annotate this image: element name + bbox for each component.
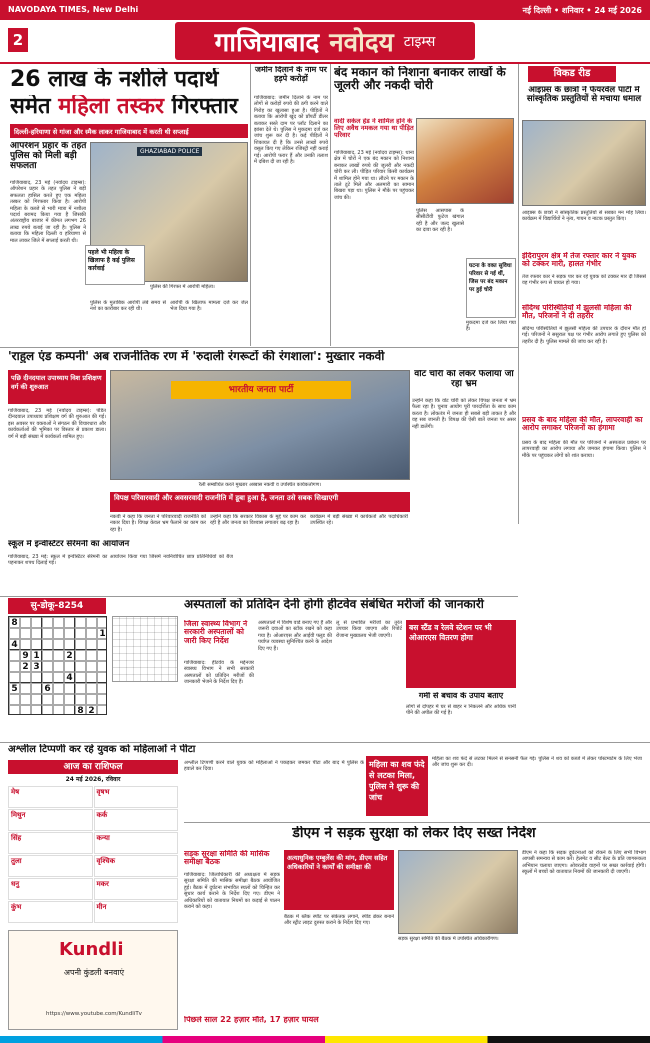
- rashifal-item: [94, 901, 179, 923]
- hospital-body-3: लू से प्रभावित मरीजों का तुरंत उपचार किया जाएगा और रिपोर्ट रोजाना मुख्यालय भेजी जाएगी।: [336, 620, 402, 639]
- rashifal-sign: मीन: [96, 903, 107, 911]
- rashifal-sign: धनु: [11, 880, 20, 888]
- sudoku-cell: [64, 694, 75, 705]
- politics-highlight: विपक्ष परिवारवादी और अवसरवादी राजनीति में डूबा हुआ है, जनता उसे सबक सिखाएगी: [110, 492, 410, 512]
- sudoku-cell: [64, 683, 75, 694]
- politics-caption: रैली सम्बोधित करते मुख्तार अब्बास नकवी व उपस्थित कार्यकर्तागण।: [198, 482, 322, 488]
- rashifal-item: [8, 855, 93, 877]
- paper-name: NAVODAYA TIMES, New Delhi: [8, 5, 139, 14]
- politics-body-right: उन्होंने कहा कि वोट चोरी को लेकर विपक्ष जनता में भ्रम फैला रहा है। चुनाव आयोग पूरी पारदर्शिता के साथ काम करता है। लोकतंत्र में जनता ही सबसे बड़ी ताकत है और वह सब जानती है। विपक्ष की ऐसी बातें जनता पर असर नहीं डालेंगी।: [412, 398, 516, 430]
- sudoku-cell: [53, 617, 64, 628]
- sudoku-cell: [20, 705, 31, 715]
- wicked-body: आइफ़्स के छात्रों ने सांस्कृतिक प्रस्तुतियों से सबका मन मोह लिया। कार्यक्रम में विद्यार्थियों ने नृत्य, गायन व नाटक प्रस्तुत किए।: [522, 210, 646, 223]
- dm-left-box: सड़क सुरक्षा समिति की मासिक समीक्षा बैठक: [184, 850, 270, 867]
- masthead-bar: [0, 0, 650, 20]
- section-rule: [0, 596, 518, 597]
- lead-body-1: गाजियाबाद, 23 मई (नवोदय टाइम्स): ऑपरेशन प्रहार के तहत पुलिस ने बड़ी सफलता हासिल करते हुए एक महिला तस्कर को गिरफ्तार किया है। आरोपी महिला के कब्जे से भारी मात्रा में नशीला पदार्थ बरामद किया गया है जिसकी अंतरराष्ट्रीय बाजार में कीमत लगभग 26 लाख रुपये बताई जा रही है। पुलिस ने बताया कि महिला दिल्ली व हरियाणा से माल लाकर जिले में सप्लाई करती थी।: [10, 180, 86, 244]
- sudoku-cell: 2: [20, 661, 31, 672]
- section-rule: [0, 742, 650, 743]
- sudoku-cell: [64, 661, 75, 672]
- sudoku-cell: [31, 683, 42, 694]
- sudoku-cell: 5: [9, 683, 20, 694]
- sudoku-cell: 9: [20, 650, 31, 661]
- sudoku-cell: [97, 672, 107, 683]
- brand-suffix: टाइम्स: [403, 33, 436, 50]
- sudoku-cell: [31, 628, 42, 639]
- sudoku-cell: [86, 661, 97, 672]
- col-divider: [518, 64, 519, 524]
- sudoku-cell: [86, 672, 97, 683]
- lead-headline-2: समेत महिला तस्कर गिरफ्तार: [10, 95, 238, 119]
- sudoku-cell: 4: [9, 639, 20, 650]
- obscene-headline: अश्लील टिप्पणी कर रहे युवक को महिलाओं ने पीटा: [8, 744, 196, 755]
- sudoku-cell: [97, 661, 107, 672]
- sudoku-cell: [53, 639, 64, 650]
- hospital-body-4: लोगों से दोपहर में घर से बाहर न निकलने और अधिक पानी पीने की अपील की गई है।: [406, 704, 516, 717]
- brand-name: नवोदय: [329, 28, 394, 58]
- burglary-subhead: वादी सर्कल हेड ने शामिल होने के लिए अवैध नमकल गया था पीड़ित परिवार: [334, 118, 414, 140]
- sudoku-cell: [97, 617, 107, 628]
- left-story2-body: गाजियाबाद, 23 मई: स्कूल में इन्वेस्टिटर सेरेमनी का आयोजन किया गया जिसमें नवनिर्वाचित छात्र प्रतिनिधियों को बैज पहनाकर शपथ दिलाई गई।: [8, 554, 233, 567]
- sudoku-cell: [97, 705, 107, 715]
- sudoku-cell: [64, 705, 75, 715]
- dm-right-body: डीएम ने कहा कि सड़क दुर्घटनाओं को रोकने के लिए सभी विभाग आपसी समन्वय से काम करें। हेलमेट व सीट बेल्ट के प्रति जागरूकता अभियान चलाया जाएगा। ओवरलोड वाहनों पर सख्त कार्रवाई होगी। स्कूलों में बच्चों को यातायात नियमों की जानकारी दी जाएगी।: [522, 850, 646, 876]
- dm-stat: पिछले साल 22 हज़ार मौतें, 17 हज़ार घायल: [184, 1016, 319, 1024]
- sudoku-cell: [86, 639, 97, 650]
- left-story1-head: पछि दीनदयाल उपाध्याय विश प्रशिक्षण वर्ग की शुरुआत: [8, 370, 106, 404]
- sudoku-cell: [75, 672, 86, 683]
- sudoku-cell: [42, 650, 53, 661]
- burglary-illustration: [416, 118, 514, 204]
- rashifal-sign: मेष: [11, 788, 20, 796]
- rashifal-item: [94, 832, 179, 854]
- sudoku-cell: [75, 661, 86, 672]
- sudoku-cell: [53, 672, 64, 683]
- wicked-headline: आइफ़्स के छात्रों ने फेयरवेल पार्टी में सांस्कृतिक प्रस्तुतियों से मचाया धमाल: [526, 86, 642, 105]
- kundli-ad: [8, 930, 178, 1030]
- sudoku-cell: 8: [75, 705, 86, 715]
- sudoku-cell: [64, 628, 75, 639]
- sudoku-cell: [64, 617, 75, 628]
- sudoku-cell: [9, 694, 20, 705]
- politics-body-1: नकवी ने कहा कि जनता ने परिवारवादी राजनीति को नकार दिया है। विपक्ष केवल भ्रम फैलाने का काम कर रहा है।: [110, 514, 206, 533]
- dm-mid-body: बैठक में ब्लैक स्पॉट पर संकेतक लगाने, स्पीड ब्रेकर बनाने और स्ट्रीट लाइट दुरुस्त कराने के निर्देश दिए गए।: [284, 914, 394, 927]
- wicked-tag: विकड रीड: [528, 66, 616, 82]
- sudoku-cell: [64, 639, 75, 650]
- kundli-contact: https://www.youtube.com/KundliTv: [46, 1011, 142, 1017]
- wicked-sub1: इंदिरापुरम क्षेत्र में तेज रफ्तार कार ने युवक को टक्कर मारी, हालत गंभीर: [522, 252, 637, 269]
- rashifal-item: [8, 878, 93, 900]
- sudoku-cell: [75, 628, 86, 639]
- sudoku-cell: [31, 705, 42, 715]
- sudoku-cell: 8: [9, 617, 20, 628]
- wicked-sub3-body: प्रसव के बाद महिला की मौत पर परिजनों ने अस्पताल प्रबंधन पर लापरवाही का आरोप लगाया और जमकर हंगामा किया। पुलिस ने मौके पर पहुंचकर लोगों को शांत कराया।: [522, 440, 646, 459]
- lead-photo: GHAZIABAD POLICE: [90, 142, 248, 282]
- sudoku-cell: [86, 650, 97, 661]
- sudoku-cell: [31, 694, 42, 705]
- edition-banner: [175, 22, 475, 60]
- wicked-sub2-body: संदिग्ध परिस्थितियों में झुलसी महिला की उपचार के दौरान मौत हो गई। परिजनों ने ससुराल पक्ष पर गंभीर आरोप लगाते हुए पुलिस को तहरीर दी है। पुलिस मामले की जांच कर रही है।: [522, 326, 646, 345]
- sudoku-cell: [20, 617, 31, 628]
- rashifal-sign: कर्क: [96, 811, 108, 819]
- rashifal-sign: तुला: [11, 857, 22, 865]
- sudoku-cell: 1: [31, 650, 42, 661]
- politics-body-3: कार्यक्रम में बड़ी संख्या में कार्यकर्ता और पदाधिकारी उपस्थित रहे।: [310, 514, 408, 527]
- sudoku-cell: [9, 661, 20, 672]
- footer-bar: [0, 1036, 650, 1043]
- sudoku-cell: [20, 628, 31, 639]
- rashifal-sign: वृश्चिक: [96, 857, 116, 865]
- politics-banner: भारतीय जनता पार्टी: [171, 381, 351, 399]
- sudoku-cell: [53, 661, 64, 672]
- sudoku-grid: [8, 616, 107, 715]
- sudoku-cell: [53, 628, 64, 639]
- rashifal-title: आज का राशिफल: [8, 760, 178, 774]
- hospital-body-2: अस्पतालों में विशेष वार्ड बनाए गए हैं और जरूरी दवाओं का स्टॉक रखने को कहा गया है। ओआरएस और आईवी फ्लूड की पर्याप्त व्यवस्था सुनिश्चित करने के आदेश दिए गए हैं।: [258, 620, 332, 652]
- dm-caption: सड़क सुरक्षा समिति की बैठक में उपस्थित अधिकारीगण।: [398, 936, 499, 942]
- sudoku-cell: [75, 650, 86, 661]
- left-story1-body: गाजियाबाद, 23 मई (नवोदय टाइम्स): पंडित दीनदयाल उपाध्याय प्रशिक्षण वर्ग की शुरुआत की गई। इस अवसर पर वक्ताओं ने संगठन की विचारधारा और कार्यकर्ताओं की भूमिका पर विस्तार से प्रकाश डाला। वर्ग में बड़ी संख्या में कार्यकर्ता शामिल हुए।: [8, 408, 106, 440]
- rashifal-item: [8, 786, 93, 808]
- sudoku-cell: [20, 639, 31, 650]
- sudoku-cell: [53, 705, 64, 715]
- rashifal-sign: कन्या: [96, 834, 110, 842]
- dm-headline: डीएम ने सड़क सुरक्षा को लेकर दिए सख्त निर्देश: [292, 826, 536, 841]
- sudoku-cell: [97, 639, 107, 650]
- section-rule: [0, 347, 518, 348]
- hospital-sub1: जिला स्वास्थ्य विभाग ने सरकारी अस्पतालों को जारी किए निर्देश: [184, 620, 248, 645]
- burglary-body-3: मुकदमा दर्ज कर लिया गया है।: [466, 320, 516, 333]
- edition-title: गाजियाबाद: [214, 28, 320, 58]
- sudoku-cell: 2: [64, 650, 75, 661]
- sudoku-cell: [42, 672, 53, 683]
- sudoku-cell: [53, 694, 64, 705]
- sudoku-cell: [86, 628, 97, 639]
- sudoku-cell: [20, 672, 31, 683]
- col-divider: [250, 64, 251, 346]
- obscene-right-body: महिला का शव फंदे से लटका मिलने से सनसनी फैल गई। पुलिस ने शव को कब्जे में लेकर पोस्टमार्टम के लिए भेजा और जांच शुरू कर दी।: [432, 756, 642, 769]
- sudoku-cell: [42, 694, 53, 705]
- rashifal-item: [94, 878, 179, 900]
- sudoku-cell: [97, 683, 107, 694]
- rashifal-item: [94, 786, 179, 808]
- sudoku-cell: [86, 683, 97, 694]
- sudoku-cell: [42, 617, 53, 628]
- burglary-body-2: पुलिस आसपास के सीसीटीवी फुटेज खंगाल रही है और जल्द खुलासे का दावा कर रही है।: [416, 208, 464, 234]
- politics-body-2: उन्होंने कहा कि सरकार विकास के मुद्दे पर काम कर रही है और जनता का विश्वास लगातार बढ़ रहा है।: [210, 514, 306, 527]
- obscene-box: महिला का शव फंदे से लटका मिला, पुलिस ने शुरू की जांच: [366, 756, 428, 816]
- col2-body: गाजियाबाद: जमीन दिलाने के नाम पर लोगों से करोड़ों रुपये की ठगी करने वाले गिरोह का खुलासा हुआ है। पीड़ितों ने बताया कि आरोपी खुद को प्रॉपर्टी डीलर बताकर सस्ते दाम पर प्लॉट दिलाने का झांसा देते थे। पुलिस ने मुकदमा दर्ज कर जांच शुरू कर दी है। कई पीड़ितों ने शिकायत दी है कि उनसे लाखों रुपये वसूल किए गए लेकिन रजिस्ट्री नहीं कराई गई। आरोपी फरार हैं और उनकी तलाश में दबिश दी जा रही है।: [254, 95, 328, 166]
- hospital-sub3: गर्मी से बचाव के उपाय बताए: [418, 692, 504, 700]
- sudoku-cell: [9, 650, 20, 661]
- kundli-tag: अपनी कुंडली बनवाएं: [63, 968, 125, 977]
- col-divider: [330, 64, 331, 346]
- dm-photo: [398, 850, 518, 934]
- sudoku-cell: [86, 694, 97, 705]
- burglary-quote-box: घटना के वक्त सुविधा परिवार से गई थीं, जिस पर बंद मकान पर हुई चोरी: [466, 258, 516, 318]
- sudoku-cell: [20, 694, 31, 705]
- rashifal-item: [8, 832, 93, 854]
- rashifal-sign: मकर: [96, 880, 109, 888]
- sudoku-cell: [9, 628, 20, 639]
- sudoku-cell: [31, 617, 42, 628]
- rashifal-item: [94, 855, 179, 877]
- hospital-body-1: गाजियाबाद: हीटवेव के मद्देनजर स्वास्थ्य विभाग ने सभी सरकारी अस्पतालों को प्रतिदिन मरीजों की जानकारी भेजने के निर्देश दिए हैं।: [184, 660, 254, 686]
- sudoku-cell: [42, 639, 53, 650]
- sudoku-cell: [42, 705, 53, 715]
- sudoku-cell: [53, 650, 64, 661]
- section-rule: [184, 822, 650, 823]
- sudoku-cell: [86, 617, 97, 628]
- rashifal-item: [94, 809, 179, 831]
- politics-headline: 'राहुल एंड कम्पनी' अब राजनीतिक रण में 'रुदाली रंगरूटों की रंगशाला': मुख्तार नकवी: [8, 350, 385, 363]
- lead-quote-box: पहले भी महिला के खिलाफ है कई पुलिस कार्रवाई: [85, 245, 145, 285]
- lead-body-3: आरोपी के खिलाफ मामला दर्ज कर जेल भेज दिया गया है।: [170, 300, 248, 313]
- dateline: नई दिल्ली • शनिवार • 24 मई 2026: [522, 6, 642, 15]
- sudoku-cell: [75, 683, 86, 694]
- sudoku-cell: [75, 617, 86, 628]
- rashifal-date: 24 मई 2026, रविवार: [65, 776, 121, 783]
- politics-photo: [110, 370, 410, 480]
- sudoku-cell: [42, 661, 53, 672]
- hospital-box: बस स्टैंड व रेलवे स्टेशन पर भी ओआरएस वितरण होगा: [406, 620, 516, 688]
- wicked-photo: [522, 120, 646, 206]
- masthead-rule: [0, 62, 650, 64]
- dm-left-body: गाजियाबाद: जिलाधिकारी की अध्यक्षता में सड़क सुरक्षा समिति की मासिक समीक्षा बैठक आयोजित हुई। बैठक में दुर्घटना संभावित स्थलों को चिन्हित कर सुधार कार्य कराने के निर्देश दिए गए। डीएम ने अधिकारियों को यातायात नियमों का कड़ाई से पालन कराने को कहा।: [184, 872, 280, 911]
- rashifal-item: [8, 809, 93, 831]
- rashifal-sign: मिथुन: [11, 811, 26, 819]
- sudoku-cell: 6: [42, 683, 53, 694]
- lead-photo-caption: पुलिस की गिरफ्त में आरोपी महिला।: [150, 284, 215, 290]
- rashifal-sign: वृषभ: [96, 788, 110, 796]
- sudoku-cell: 1: [97, 628, 107, 639]
- lead-body-2: पुलिस के मुताबिक आरोपी लंबे समय से नशे का कारोबार कर रही थी।: [90, 300, 166, 313]
- burglary-body-1: गाजियाबाद, 23 मई (नवोदय टाइम्स): थाना क्षेत्र में चोरों ने एक बंद मकान को निशाना बनाकर लाखों रुपये की जूलरी और नकदी चोरी कर ली। पीड़ित परिवार किसी कार्यक्रम में शामिल होने गया था। लौटने पर मकान के ताले टूटे मिले और अलमारी का सामान बिखरा पड़ा था। पुलिस ने मौके पर पहुंचकर जांच की।: [334, 150, 414, 201]
- col2-headline: जमीन दिलाने के नाम पर हड़पे करोड़ों: [255, 66, 327, 83]
- rashifal-list: [8, 786, 178, 926]
- sudoku-cell: [9, 705, 20, 715]
- sudoku-cell: 2: [86, 705, 97, 715]
- sudoku-cell: [9, 672, 20, 683]
- solution-grid: [112, 616, 178, 682]
- politics-subhead-right: वोट चोरी को लेकर फैलाया जा रहा भ्रम: [414, 370, 514, 389]
- obscene-body: अश्लील टिप्पणी करने वाले युवक को महिलाओं ने पकड़कर जमकर पीटा और बाद में पुलिस के हवाले कर दिया।: [184, 760, 364, 773]
- sudoku-cell: 3: [31, 661, 42, 672]
- sudoku-cell: [31, 672, 42, 683]
- lead-subhead: ऑपरेशन प्रहार के तहत पुलिस को मिली बड़ी सफलता: [10, 142, 87, 171]
- rashifal-sign: कुंभ: [11, 903, 22, 911]
- sudoku-cell: [31, 639, 42, 650]
- wicked-sub3: प्रसव के बाद महिला की मौत, लापरवाही का आरोप लगाकर परिजनों का हंगामा: [522, 416, 643, 433]
- sudoku-cell: [97, 650, 107, 661]
- sudoku-cell: [20, 683, 31, 694]
- wicked-sub1-body: तेज रफ्तार कार ने सड़क पार कर रहे युवक को टक्कर मार दी जिससे वह गंभीर रूप से घायल हो गया।: [522, 274, 646, 287]
- hospital-headline: अस्पतालों को प्रतिदिन देनी होगी हीटवेव संबंधित मरीजों की जानकारी: [184, 598, 484, 611]
- sudoku-cell: [42, 628, 53, 639]
- burglary-headline: बंद मकान को निशाना बनाकर लाखों के जूलरी और नकदी चोरी: [334, 66, 506, 93]
- rashifal-item: [8, 901, 93, 923]
- sudoku-cell: [75, 694, 86, 705]
- lead-headline-1: 26 लाख के नशीले पदार्थ: [10, 68, 219, 92]
- rashifal-sign: सिंह: [11, 834, 22, 842]
- wicked-sub2: संदिग्ध परिस्थितियों में झुलसी महिला की मौत, परिजनों ने दी तहरीर: [522, 304, 632, 321]
- dm-mid-box: अत्याधुनिक एम्बुलेंस की मांग, डीएम सहित अधिकारियों ने कार्यों की समीक्षा की: [284, 850, 394, 910]
- sudoku-cell: [53, 683, 64, 694]
- sudoku-cell: [97, 694, 107, 705]
- sudoku-cell: 4: [64, 672, 75, 683]
- kundli-logo: Kundli: [59, 939, 124, 960]
- sudoku-cell: [75, 639, 86, 650]
- left-story2-head: स्कूल में इन्वेस्टिटर सेरेमनी का आयोजन: [8, 540, 130, 549]
- lead-strap: दिल्ली-हरियाणा से गांजा और स्मैक लाकर गाजियाबाद में करती थी सप्लाई: [10, 124, 248, 138]
- sudoku-title: सु-डोकू-8254: [8, 598, 106, 614]
- page-number: 2: [8, 28, 28, 52]
